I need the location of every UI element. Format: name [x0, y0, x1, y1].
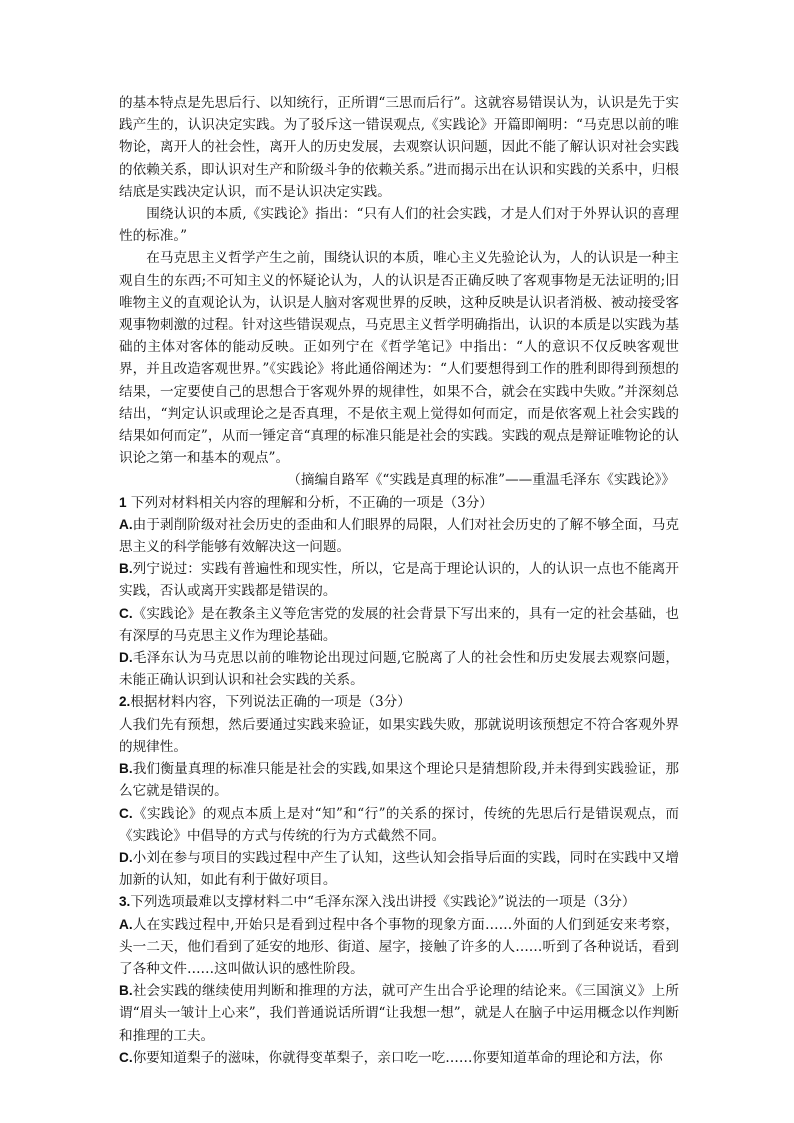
question-2-stem [119, 691, 679, 713]
question-2-option-c [119, 803, 679, 847]
question-3-option-a [119, 914, 679, 981]
option-letter: B. [119, 761, 133, 777]
question-3-number: 3. [119, 894, 131, 910]
question-3-stem [119, 891, 679, 913]
option-text: 我们衡量真理的标准只能是社会的实践,如果这个理论只是猜想阶段,并未得到实践验证，那么它就是错误的。 [119, 761, 679, 800]
option-letter: A. [119, 916, 133, 932]
question-2-text: 根据材料内容，下列说法正确的一项是（3分） [130, 694, 411, 711]
question-2-number: 2. [119, 694, 131, 710]
option-letter: C. [119, 1049, 133, 1065]
question-1-option-a [119, 514, 679, 558]
question-1-option-b [119, 558, 679, 602]
option-text: 《实践论》是在教条主义等危害党的发展的社会背景下写出来的，具有一定的社会基础，也有深厚的马克思主义作为理论基础。 [119, 605, 679, 644]
option-text: 由于剥削阶级对社会历史的歪曲和人们眼界的局限，人们对社会历史的了解不够全面，马克思主义的科学能够有效解决这一问题。 [119, 516, 679, 556]
passage-paragraph-2: 围绕认识的本质,《实践论》指出：“只有人们的社会实践，才是人们对于外界认识的喜理性的标准。” [119, 206, 679, 245]
option-letter: B. [119, 561, 133, 577]
question-3-text: 下列选项最难以支撑材料二中“毛泽东深入浅出讲授《实践论》”说法的一项是（3分） [130, 894, 636, 911]
option-text: 列宁说过：实践有普遍性和现实性，所以，它是高于理论认识的，人的认识一点也不能离开实践，否认或离开实践都是错误的。 [119, 561, 679, 600]
option-letter: C. [119, 805, 133, 821]
document-page [119, 92, 679, 1069]
option-letter: B. [119, 983, 133, 999]
option-text: 《实践论》的观点本质上是对“知”和“行”的关系的探讨，传统的先思后行是错误观点，而《实践论》中倡导的方式与传统的行为方式截然不同。 [119, 805, 679, 844]
option-letter: A. [119, 516, 133, 532]
question-1-number: 1 [119, 494, 127, 510]
option-text: 人我们先有预想，然后要通过实践来验证，如果实践失败，那就说明该预想定不符合客观外界的规律性。 [119, 716, 679, 755]
question-1-option-d [119, 647, 679, 691]
passage-source: （摘编自路军《“实践是真理的标准”——重温毛泽东《实践论》》 [287, 472, 675, 489]
option-text: 社会实践的继续使用判断和推理的方法，就可产生出合乎论理的结论来。《三国演义》上所谓“眉头一皱计上心来”，我们普通说话所谓“让我想一想”，就是人在脑子中运用概念以作判断和推理的工夫。 [119, 983, 679, 1044]
question-2-option-d [119, 847, 679, 891]
option-text: 毛泽东认为马克思以前的唯物论出现过问题,它脱离了人的社会性和历史发展去观察问题，未能正确认识到认识和社会实践的关系。 [119, 650, 679, 689]
option-letter: D. [119, 849, 133, 865]
option-letter: D. [119, 650, 133, 666]
option-text: 你要知道梨子的滋味，你就得变革梨子，亲口吃一吃……你要知道革命的理论和方法，你 [132, 1049, 663, 1066]
question-2-option-b [119, 758, 679, 802]
option-text: 小刘在参与项目的实践过程中产生了认知，这些认知会指导后面的实践，同时在实践中又增加新的认知，如此有利于做好项目。 [119, 849, 679, 889]
question-1-option-c [119, 603, 679, 647]
question-3-option-b [119, 980, 679, 1047]
question-1-text: 下列对材料相关内容的理解和分析，不正确的一项是（3分） [130, 494, 493, 511]
option-letter: C. [119, 605, 133, 621]
question-1-stem [119, 492, 679, 514]
question-2-option-a [119, 714, 679, 758]
passage-paragraph-3: 在马克思主义哲学产生之前，围绕认识的本质，唯心主义先验论认为，人的认识是一种主观自生的东西;不可知主义的怀疑论认为，人的认识是否正确反映了客观事物是无法证明的;旧唯物主义的直观论认为，认识是人脑对客观世界的反映，这种反映是认识者消极、被动接受客观事物刺激的过程。针对这些错误观点，马克思主义哲学明确指出，认识的本质是以实践为基础的主体对客体的能动反映。正如列宁在《哲学笔记》中指出：“人的意识不仅反映客观世界，并且改造客观世界。”《实践论》将此通俗阐述为：“人们要想得到工作的胜利即得到预想的结果，一定要使自己的思想合于客观外界的规律性，如果不合，就会在实践中失败。”并深刻总结出，“判定认识或理论之是否真理，不是依主观上觉得如何而定，而是依客观上社会实践的结果如何而定”，从而一锤定音“真理的标准只能是社会的实践。实践的观点是辩证唯物论的认识论之第一和基本的观点”。 [119, 250, 679, 467]
question-3-option-c [119, 1047, 679, 1069]
option-text: 人在实践过程中,开始只是看到过程中各个事物的现象方面……外面的人们到延安来考察，头一二天，他们看到了延安的地形、街道、屋字，接触了许多的人……听到了各种说话，看到了各种文件……这叫做认识的感性阶段。 [119, 916, 679, 977]
passage-paragraph-1: 的基本特点是先思后行、以知统行，正所谓“三思而后行”。这就容易错误认为，认识是先于实践产生的，认识决定实践。为了驳斥这一错误观点,《实践论》开篇即阐明：“马克思以前的唯物论，离开人的社会性，离开人的历史发展，去观察认识问题，因此不能了解认识对社会实践的依赖关系，即认识对生产和阶级斗争的依赖关系。”进而揭示出在认识和实践的关系中，归根结底是实践决定认识，而不是认识决定实践。 [119, 95, 679, 200]
